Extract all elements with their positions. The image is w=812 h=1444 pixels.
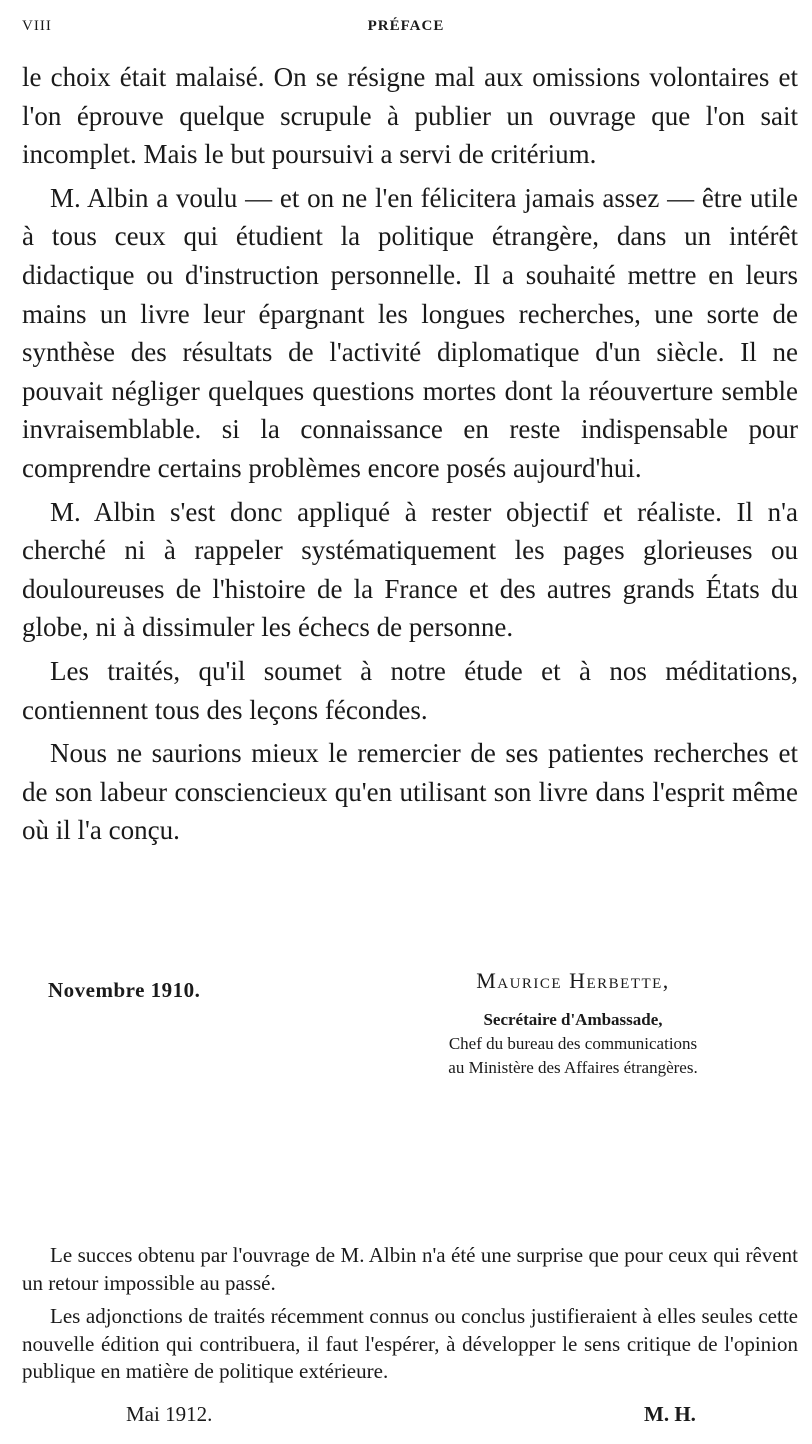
signature-block: [22, 952, 798, 1092]
note-date: Mai 1912.: [126, 1402, 213, 1426]
author-ministry: au Ministère des Affaires étrangères.: [448, 1058, 698, 1077]
preface-body: [22, 58, 798, 850]
paragraph-3: M. Albin s'est donc appliqué à rester objectif et réaliste. Il n'a cherché ni à rappeler systématiquement les pages glorieuses ou douloureuses de l'histoire de la France et des autres grands États du globe, ni à dissimuler les échecs de personne.: [22, 496, 798, 643]
signature-details: [348, 952, 798, 1080]
page-number: VIII: [22, 18, 52, 34]
signature-date: Novembre 1910.: [48, 978, 201, 1002]
author-name: Maurice Herbette,: [476, 968, 670, 993]
note-footer: [22, 1402, 798, 1432]
paragraph-4: Les traités, qu'il soumet à notre étude et à nos méditations, contiennent tous des leçons fécondes.: [22, 655, 798, 725]
note-paragraph-1: Le succes obtenu par l'ouvrage de M. Albin n'a été une surprise que pour ceux qui rêvent un retour impossible au passé.: [22, 1243, 798, 1295]
running-title: PRÉFACE: [367, 18, 445, 34]
running-head: [22, 18, 790, 38]
author-title: Secrétaire d'Ambassade,: [483, 1010, 663, 1029]
paragraph-1: le choix était malaisé. On se résigne mal aux omissions volontaires et l'on éprouve quelque scrupule à publier un ouvrage que l'on sait incomplet. Mais le but poursuivi a servi de critérium.: [22, 62, 798, 170]
note-initials: M. H.: [644, 1402, 696, 1426]
second-edition-note: [22, 1242, 798, 1386]
note-paragraph-2: Les adjonctions de traités récemment connus ou conclus justifieraient à elles seules cette nouvelle édition qui contribuera, il faut l'espérer, à développer le sens critique de l'opinion publique en matière de politique extérieure.: [22, 1304, 798, 1383]
paragraph-5: Nous ne saurions mieux le remercier de ses patientes recherches et de son labeur consciencieux qu'en utilisant son livre dans l'esprit même où il l'a conçu.: [22, 738, 798, 846]
paragraph-2: M. Albin a voulu — et on ne l'en félicitera jamais assez — être utile à tous ceux qui étudient la politique étrangère, dans un intérêt didactique ou d'instruction personnelle. Il a souhaité mettre en leurs mains un livre leur épargnant les longues recherches, une sorte de synthèse des résultats de l'activité diplomatique d'un siècle. Il ne pouvait négliger quelques questions mortes dont la réouverture semble invraisemblable. si la connaissance en reste indispensable pour comprendre certains problèmes encore posés aujourd'hui.: [22, 182, 798, 483]
author-position: Chef du bureau des communications: [448, 1034, 698, 1053]
